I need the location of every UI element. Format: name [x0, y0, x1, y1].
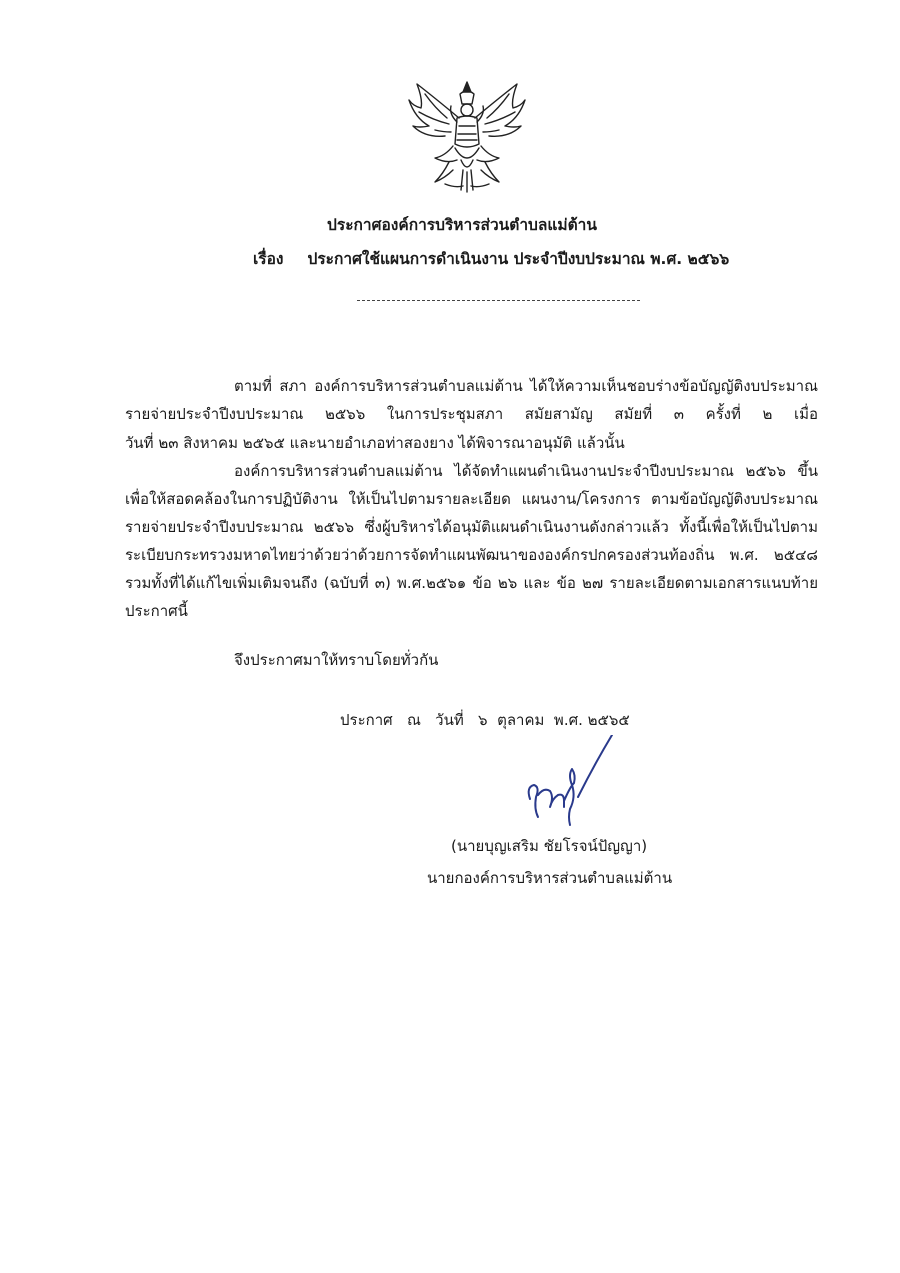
signatory-position: นายกองค์การบริหารส่วนตำบลแม่ต้าน	[427, 869, 673, 887]
paragraph-2-line-1: องค์การบริหารส่วนตำบลแม่ต้าน ได้จัดทำแผนดำเนินงานประจำปีงบประมาณ ๒๕๖๖ ขึ้น	[234, 462, 818, 480]
handwritten-signature	[514, 735, 614, 835]
announcement-title: ประกาศองค์การบริหารส่วนตำบลแม่ต้าน	[327, 216, 597, 234]
subject-label: เรื่อง	[253, 250, 284, 268]
announcement-date: ประกาศ ณ วันที่ ๖ ตุลาคม พ.ศ. ๒๕๖๕	[340, 711, 630, 729]
signatory-name: (นายบุญเสริม ชัยโรจน์ปัญญา)	[451, 837, 648, 855]
paragraph-2-line-4: ระเบียบกระทรวงมหาดไทยว่าด้วยว่าด้วยการจัดทำแผนพัฒนาขององค์กรปกครองส่วนท้องถิ่น พ.ศ. ๒๕๔๘	[125, 546, 818, 564]
paragraph-2-line-6: ประกาศนี้	[125, 602, 188, 620]
paragraph-1-line-2: รายจ่ายประจำปีงบประมาณ ๒๕๖๖ ในการประชุมสภา สมัยสามัญ สมัยที่ ๓ ครั้งที่ ๒ เมื่อ	[125, 405, 818, 423]
paragraph-1-line-3: วันที่ ๒๓ สิงหาคม ๒๕๖๕ และนายอำเภอท่าสองยาง ได้พิจารณาอนุมัติ แล้วนั้น	[125, 434, 625, 452]
garuda-emblem-icon	[405, 78, 529, 194]
paragraph-2-line-3: รายจ่ายประจำปีงบประมาณ ๒๕๖๖ ซึ่งผู้บริหารได้อนุมัติแผนดำเนินงานดังกล่าวแล้ว ทั้งนี้เพื่อให้เป็นไปตาม	[125, 518, 818, 536]
paragraph-2-line-5: รวมทั้งที่ได้แก้ไขเพิ่มเติมจนถึง (ฉบับที่ ๓) พ.ศ.๒๕๖๑ ข้อ ๒๖ และ ข้อ ๒๗ รายละเอียดตามเอกสารแนบท้าย	[125, 574, 818, 592]
closing-statement: จึงประกาศมาให้ทราบโดยทั่วกัน	[234, 651, 439, 669]
paragraph-2-line-2: เพื่อให้สอดคล้องในการปฏิบัติงาน ให้เป็นไปตามรายละเอียด แผนงาน/โครงการ ตามข้อบัญญัติงบประมาณ	[125, 490, 818, 508]
announcement-subject	[253, 246, 729, 271]
title-divider	[357, 300, 640, 301]
subject-text: ประกาศใช้แผนการดำเนินงาน ประจำปีงบประมาณ พ.ศ. ๒๕๖๖	[307, 250, 730, 268]
paragraph-1-line-1: ตามที่ สภา องค์การบริหารส่วนตำบลแม่ต้าน ได้ให้ความเห็นชอบร่างข้อบัญญัติงบประมาณ	[234, 377, 818, 395]
